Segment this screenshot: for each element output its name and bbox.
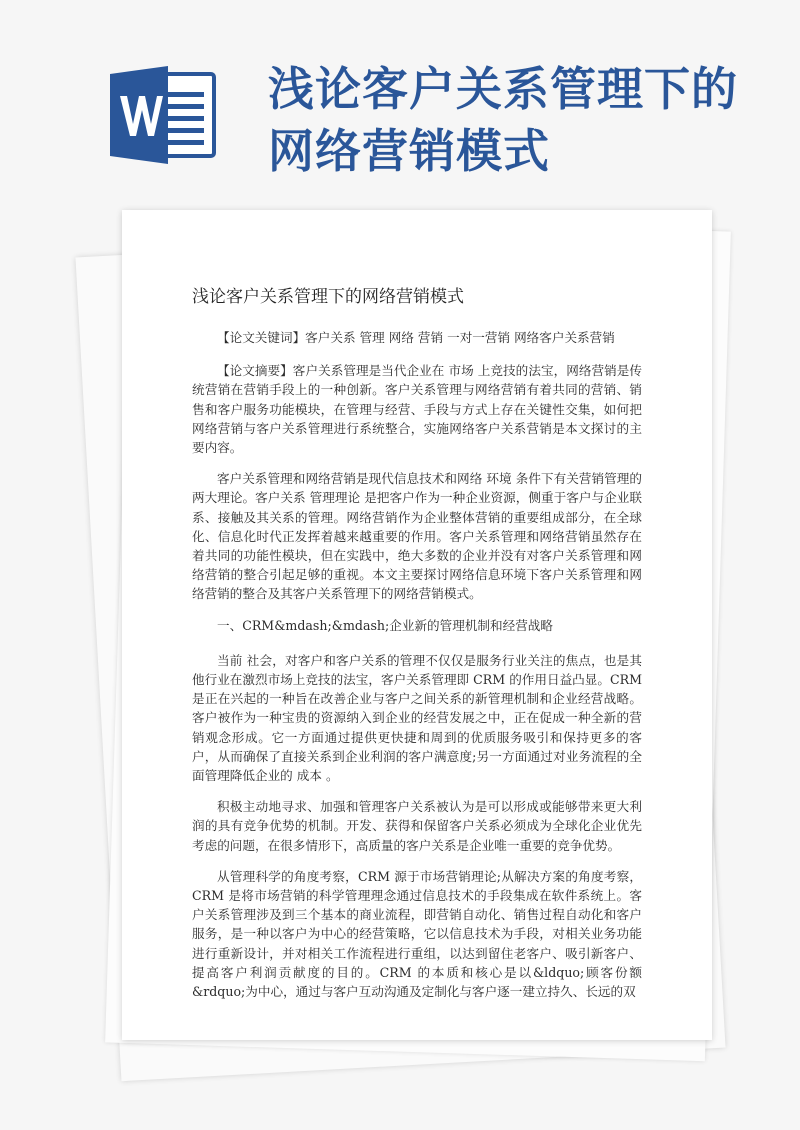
abstract-paragraph: 【论文摘要】客户关系管理是当代企业在 市场 上竞技的法宝，网络营销是传统营销在营销手段上的一种创新。客户关系管理与网络营销有着共同的营销、销售和客户服务功能模块，在管理与经营、手段与方式上存在关键性交集，如何把网络营销与客户关系管理进行系统整合，实施网络客户关系营销是本文探讨的主要内容。 [192, 363, 642, 456]
hero-title-line-1: 浅论客户关系管理下的 [268, 62, 738, 116]
document-page [122, 210, 712, 1040]
word-icon [108, 64, 218, 166]
document-title: 浅论客户关系管理下的网络营销模式 [192, 287, 464, 307]
body-paragraph: 积极主动地寻求、加强和管理客户关系被认为是可以形成或能够带来更大利润的具有竞争优势的机制。开发、获得和保留客户关系必须成为全球化企业优先考虑的问题，在很多情形下，高质量的客户关系是企业唯一重要的竞争优势。 [192, 799, 642, 853]
body-paragraph: 客户关系管理和网络营销是现代信息技术和网络 环境 条件下有关营销管理的两大理论。客户关系 管理理论 是把客户作为一种企业资源，侧重于客户与企业联系、接触及其关系的管理。网络营销作为企业整体营销的重要组成部分，在全球化、信息化时代正发挥着越来越重要的作用。客户关系管理和网络营销虽然存在着共同的功能性模块，但在实践中，绝大多数的企业并没有对客户关系管理和网络营销的整合引起足够的重视。本文主要探讨网络信息环境下客户关系管理和网络营销的整合及其客户关系管理下的网络营销模式。 [192, 471, 642, 602]
hero-title-line-2: 网络营销模式 [268, 124, 550, 178]
keywords-paragraph: 【论文关键词】客户关系 管理 网络 营销 一对一营销 网络客户关系营销 [217, 330, 615, 345]
hero-title [268, 58, 768, 182]
document-body [192, 328, 642, 1013]
section-heading: 一、CRM&mdash;&mdash;企业新的管理机制和经营战略 [217, 617, 553, 633]
body-paragraph: 从管理科学的角度考察，CRM 源于市场营销理论;从解决方案的角度考察，CRM 是将市场营销的科学管理理念通过信息技术的手段集成在软件系统上。客户关系管理涉及到三个基本的商业流程，即营销自动化、销售过程自动化和客户服务，是一种以客户为中心的经营策略，它以信息技术为手段，对相关业务功能进行重新设计，并对相关工作流程进行重组，以达到留住老客户、吸引新客户、提高客户利润贡献度的目的。CRM 的本质和核心是以&ldquo;顾客份额&rdquo;为中心，通过与客户互动沟通及定制化与客户逐一建立持久、长远的双 [192, 868, 642, 1000]
body-paragraph: 当前 社会，对客户和客户关系的管理不仅仅是服务行业关注的焦点，也是其他行业在激烈市场上竞技的法宝，客户关系管理即 CRM 的作用日益凸显。CRM 是正在兴起的一种旨在改善企业与客户之间关系的新管理机制和企业经营战略。客户被作为一种宝贵的资源纳入到企业的经营发展之中，正在促成一种全新的营销观念形成。它一方面通过提供更快捷和周到的优质服务吸引和保持更多的客户，从而确保了直接关系到企业利润的客户满意度;另一方面通过对业务流程的全面管理降低企业的 成本 。 [192, 652, 642, 784]
